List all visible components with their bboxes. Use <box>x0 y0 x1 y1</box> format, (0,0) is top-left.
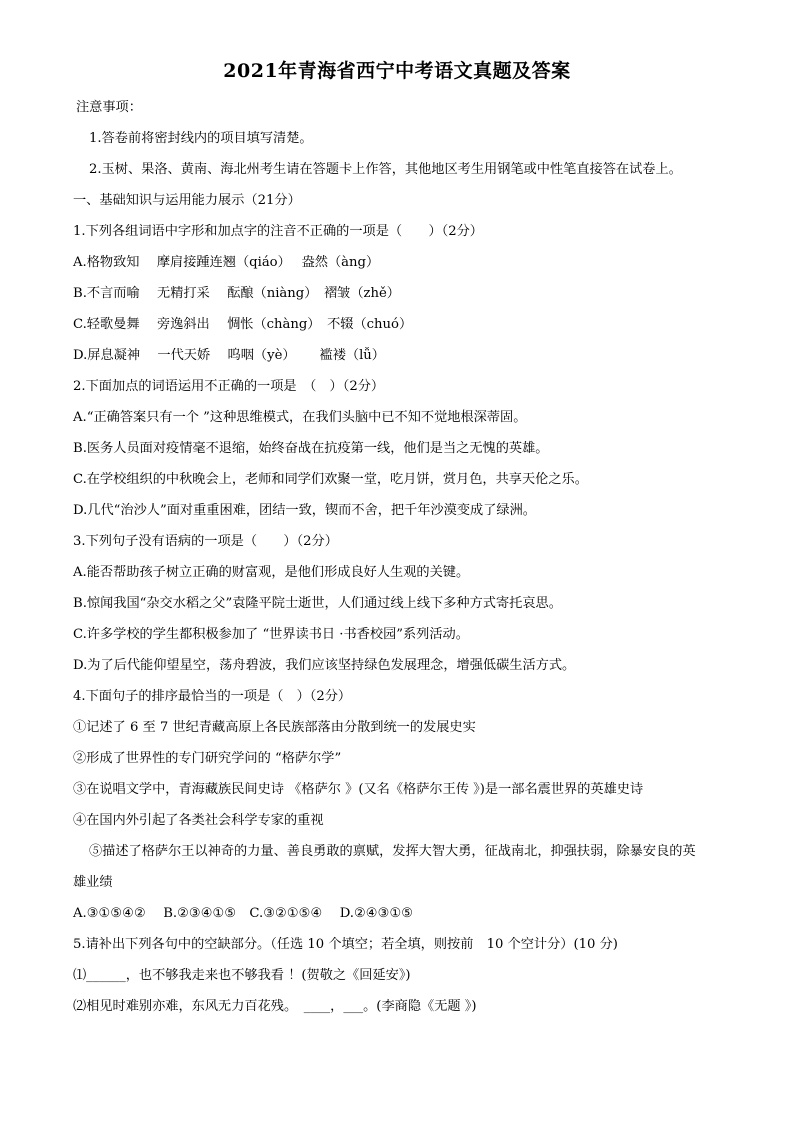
question-2-option-c: C.在学校组织的中秋晚会上，老师和同学们欢聚一堂，吃月饼，赏月色，共享天伦之乐。 <box>73 472 588 487</box>
question-3-option-d: D.为了后代能仰望星空，荡舟碧波，我们应该坚持绿色发展理念，增强低碳生活方式。 <box>73 658 576 673</box>
question-4-sentence-5: ⑤描述了格萨尔王以神奇的力量、善良勇敢的禀赋，发挥大智大勇，征战南北，抑强扶弱，除暴安良的英 <box>89 844 696 859</box>
notice-heading: 注意事项： <box>76 100 142 115</box>
question-1-option-b: B.不言而喻 无精打采 酝酿（niàng） 褶皱（zhě） <box>73 286 400 301</box>
question-5-item-2: ⑵相见时难别亦难，东风无力百花残。 ____，___。(李商隐《无题 》) <box>73 999 477 1014</box>
question-1-option-d: D.屏息凝神 一代天娇 呜咽（yè） 褴褛（lǚ） <box>73 348 385 363</box>
question-4-stem: 4.下面句子的排序最恰当的一项是（ ）（2分） <box>73 689 352 704</box>
question-2-option-b: B.医务人员面对疫情毫不退缩，始终奋战在抗疫第一线，他们是当之无愧的英雄。 <box>73 441 549 456</box>
question-3-option-c: C.许多学校的学生都积极参加了 “世界读书日 ·书香校园”系列活动。 <box>73 627 469 642</box>
page-title: 2021年青海省西宁中考语文真题及答案 <box>223 60 571 82</box>
notice-item-2: 2.玉树、果洛、黄南、海北州考生请在答题卡上作答，其他地区考生用钢笔或中性笔直接答在试卷上。 <box>89 162 682 177</box>
section-heading: 一、基础知识与运用能力展示（21分） <box>73 193 301 208</box>
question-4-sentence-3: ③在说唱文学中，青海藏族民间史诗 《格萨尔 》(又名《格萨尔王传 》)是一部名震世界的英雄史诗 <box>73 782 644 797</box>
exam-body <box>0 92 794 1022</box>
question-4-sentence-4: ④在国内外引起了各类社会科学专家的重视 <box>73 813 324 828</box>
question-2-option-a: A.“正确答案只有一个 ”这种思维模式，在我们头脑中已不知不觉地根深蒂固。 <box>73 410 527 425</box>
question-1-option-a: A.格物致知 摩肩接踵连翘（qiáo） 盎然（àng） <box>73 255 380 270</box>
question-4-sentence-2: ②形成了世界性的专门研究学问的 “格萨尔学” <box>73 751 342 766</box>
question-3-option-b: B.惊闻我国“杂交水稻之父”袁隆平院士逝世，人们通过线上线下多种方式寄托哀思。 <box>73 596 562 611</box>
question-1-option-c: C.轻歌曼舞 旁逸斜出 惆怅（chàng） 不辍（chuó） <box>73 317 413 332</box>
question-3-stem: 3.下列句子没有语病的一项是（ ）（2分） <box>73 534 338 549</box>
notice-item-1: 1.答卷前将密封线内的项目填写清楚。 <box>89 131 313 146</box>
question-5-item-1: ⑴______，也不够我走来也不够我看 ！(贺敬之《回延安》) <box>73 968 411 983</box>
question-4-sentence-5-cont: 雄业绩 <box>73 875 113 890</box>
question-4-options: A.③①⑤④② B.②③④①⑤ C.③②①⑤④ D.②④③①⑤ <box>73 906 414 921</box>
question-2-option-d: D.几代“治沙人”面对重重困难，团结一致，锲而不舍，把千年沙漠变成了绿洲。 <box>73 503 536 518</box>
question-5-stem: 5.请补出下列各句中的空缺部分。（任选 10 个填空；若全填，则按前 10 个空计分）(10 分) <box>73 937 618 952</box>
question-1-stem: 1.下列各组词语中字形和加点字的注音不正确的一项是（ ）（2分） <box>73 224 483 239</box>
question-3-option-a: A.能否帮助孩子树立正确的财富观，是他们形成良好人生观的关键。 <box>73 565 470 580</box>
question-4-sentence-1: ①记述了 6 至 7 世纪青藏高原上各民族部落由分散到统一的发展史实 <box>73 720 476 735</box>
question-2-stem: 2.下面加点的词语运用不正确的一项是 （ ）（2分） <box>73 379 385 394</box>
